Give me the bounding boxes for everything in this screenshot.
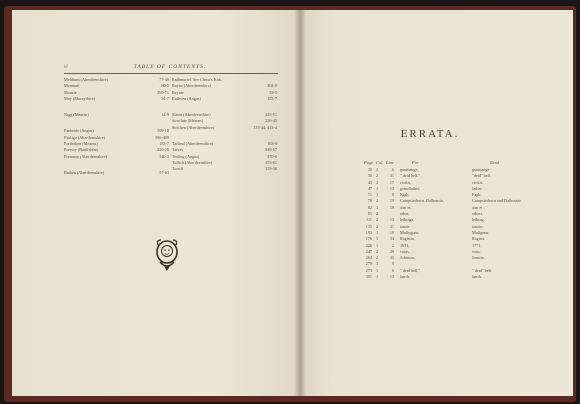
header-col: Col. [376,160,384,165]
errata-page: 135 [365,223,372,229]
toc-entry-page: 349-57 [265,147,277,153]
toc-entry-page: 33-5 [269,89,277,95]
toc-entry-name: Rayne (Aberdeenshire) [172,83,211,89]
errata-line: 9 [391,261,394,267]
toc-entry-page: 14-9 [161,112,169,118]
toc-entry-name: Meldrum (Aberdeenshire) [64,77,108,82]
toc-entry-page: 396-409 [155,134,169,140]
errata-line: 13 [389,217,394,223]
errata-line: 6 [391,167,394,172]
toc-entry-page: 80-5 [161,83,169,89]
errata-read: " deid" bell. [472,267,493,273]
errata-read: lething. [472,217,485,223]
toc-column-2 [172,77,277,173]
errata-page: 301 [365,274,372,280]
errata-for: Kigh, [400,192,410,198]
errata-table [360,167,555,280]
errata-line: 19 [389,198,394,204]
errata-for: wm et; [400,204,412,210]
errata-read: others. [472,211,484,217]
errata-col: 2 [376,179,379,185]
toc-entry [64,170,169,176]
toc-entry-page: 183-7 [267,95,277,101]
toc-entry-name: Rathmuriel. See Christ's Kirk. [172,77,223,82]
errata-page: 78 [367,198,372,204]
toc-entry [64,102,169,112]
errata-line: 2 [391,242,394,248]
errata-page: 273 [365,267,372,273]
toc-entry-page: 57-63 [159,169,169,175]
errata-col: 1 [376,267,379,273]
errata-col: 1 [376,204,379,210]
errata-page: 85 [367,211,372,217]
toc-entry-name: Tealing (Angus) [172,153,200,159]
errata-for: 1671, [400,242,410,248]
toc-entry-name: Panbride (Angus) [64,128,94,134]
errata-page: 111 [366,217,372,223]
errata-page: 71 [367,192,372,198]
page-number: vi [64,65,68,70]
errata-for: Mullygone, [400,229,420,235]
toc-entry-name: Slains (Aberdeenshire) [172,112,211,118]
toc-entry-name: Ruthven (Angus) [172,95,201,101]
toc-entry-page: 245-51 [265,112,277,118]
errata-col: 1 [376,185,379,191]
toc-column-1 [64,77,169,176]
toc-entry-name: Portsoy (Banffshire) [64,147,99,153]
errata-read: tomen. [472,223,484,229]
errata-line: 31 [389,173,394,179]
toc-entry-page: 269-71 [157,89,169,95]
errata-page: 193 [365,229,372,235]
errata-read: "deid" bell. [472,173,492,179]
toc-entry-page: 226-20 [157,147,169,153]
header-line: Line [386,160,394,165]
errata-page: 264 [365,255,372,261]
errata-for: tomer [400,223,410,229]
errata-read: Fagh. [472,192,482,198]
toc-entry-page: 236-45 [265,118,277,124]
toc-entry-page: 77-30 [159,77,169,82]
errata-col: 2 [376,198,379,204]
errata-col: 1 [376,229,379,235]
errata-read: father. [472,185,483,191]
header-for: For [412,160,419,165]
toc-entry-name: Pitsligo (Aberdeenshire) [64,134,106,140]
errata-for: lairds, [400,274,411,280]
toc-entry [172,131,277,141]
errata-page: 47 [367,185,372,191]
header-rule [64,73,278,74]
errata-col: 1 [376,167,379,172]
toc-entry-page: 183-7 [159,141,169,147]
errata-col: 1 [376,274,379,280]
errata-row [360,274,555,280]
errata-line: 6 [391,267,394,273]
errata-read: lairds. [472,274,483,280]
errata-read: civilis. [472,179,484,185]
errata-page: 20 [367,167,372,172]
toc-entry-page: 94-7 [161,95,169,101]
toc-entry-name: Turriff [172,166,184,172]
errata-page: 43 [367,179,372,185]
header-read: Read [490,160,500,165]
errata-col: 2 [376,248,379,254]
errata-line: 8 [391,192,394,198]
errata-col: 1 [376,236,379,242]
errata-for: lethings, [400,217,415,223]
toc-entry-name: Tullich (Aberdeenshire) [172,159,213,165]
errata-for: " deid bell," [400,173,421,179]
errata-line: 34 [389,236,394,242]
errata-read: vous. [472,248,481,254]
errata-read: Mullgone. [472,229,490,235]
toc-entry-page: 163-9 [267,141,277,147]
errata-col: 2 [376,223,379,229]
errata-read: Campsiedown and Dalhousie. [472,198,523,204]
toc-entry-page: 309-18 [157,128,169,134]
errata-line: 41 [389,223,394,229]
errata-line: 17 [389,179,394,185]
ornament-icon [152,236,182,272]
toc-entry [172,166,277,172]
toc-entry [172,102,277,112]
errata-read: gunmange. [472,167,491,172]
errata-line: 13 [389,185,394,191]
errata-page: 247 [365,248,372,254]
errata-line: 13 [389,274,394,280]
toc-entry-name: Tarves [172,147,184,153]
errata-line: 29 [389,248,394,254]
errata-page: 30 [367,173,372,179]
errata-for: votas, [400,248,410,254]
toc-entry-page: 340-3 [159,153,169,159]
toc-entry-name: Premnay (Aberdeenshire) [64,153,108,159]
toc-entry [64,160,169,170]
errata-for: gunmauge, [400,167,419,172]
errata-col: 2 [376,217,379,223]
errata-page: 176 [365,236,372,242]
errata-col: 2 [376,173,379,179]
toc-entry-page: 370-6 [267,153,277,159]
book-gutter [294,10,306,396]
toc-entry [64,118,169,128]
toc-entry-name: Reynie [172,89,184,95]
toc-entry-name: Monzie [64,89,77,95]
errata-for: Johnson, [400,255,415,261]
errata-line: 10 [389,229,394,235]
errata-for: civilis, [400,179,412,185]
errata-read: Ragistr. [472,236,485,242]
toc-entry-name: Strichen (Aberdeenshire) [172,124,215,130]
toc-entry-page: 133-44, 413-4 [253,124,277,130]
errata-read: wm et ; [472,204,485,210]
errata-col: 2 [376,211,379,217]
toc-entry-name: Portlethen (Mearns) [64,141,98,147]
toc-entry-name: Moy (Morayshire) [64,95,96,101]
errata-page: 226 [365,242,372,248]
errata-page: 82 [367,204,372,210]
errata-read: 1771. [472,242,482,248]
errata-line: 35 [389,255,394,261]
errata-title: ERRATA. [400,128,460,140]
errata-for: Ragistin, [400,236,416,242]
errata-col: 1 [376,242,379,248]
errata-col: 2 [376,255,379,261]
errata-for: other, [400,211,410,217]
toc-entry-name: Nigg (Mearns) [64,112,89,118]
header-page: Page [364,160,374,165]
errata-for: Campsiedown, Dalhousie, [400,198,445,204]
errata-page: 270 [365,261,372,267]
errata-for: grandfather, [400,185,421,191]
errata-col: 1 [376,261,379,267]
toc-entry-page: 155-61 [265,159,277,165]
errata-line: 19 [389,204,394,210]
toc-entry-name: Menmuir [64,83,80,89]
errata-read: Jonson. [472,255,485,261]
toc-entry-page: 304-9 [267,83,277,89]
toc-entry-name: Rathen (Aberdeenshire) [64,169,105,175]
running-head: TABLE OF CONTENTS. [133,64,207,70]
toc-entry-page: 119-36 [265,166,277,172]
errata-col: 1 [376,192,379,198]
toc-entry-name: Strachan (Mearns) [172,118,204,124]
toc-entry-name: Tarland (Aberdeenshire) [172,141,213,147]
errata-for: " deid bell," [400,267,421,273]
